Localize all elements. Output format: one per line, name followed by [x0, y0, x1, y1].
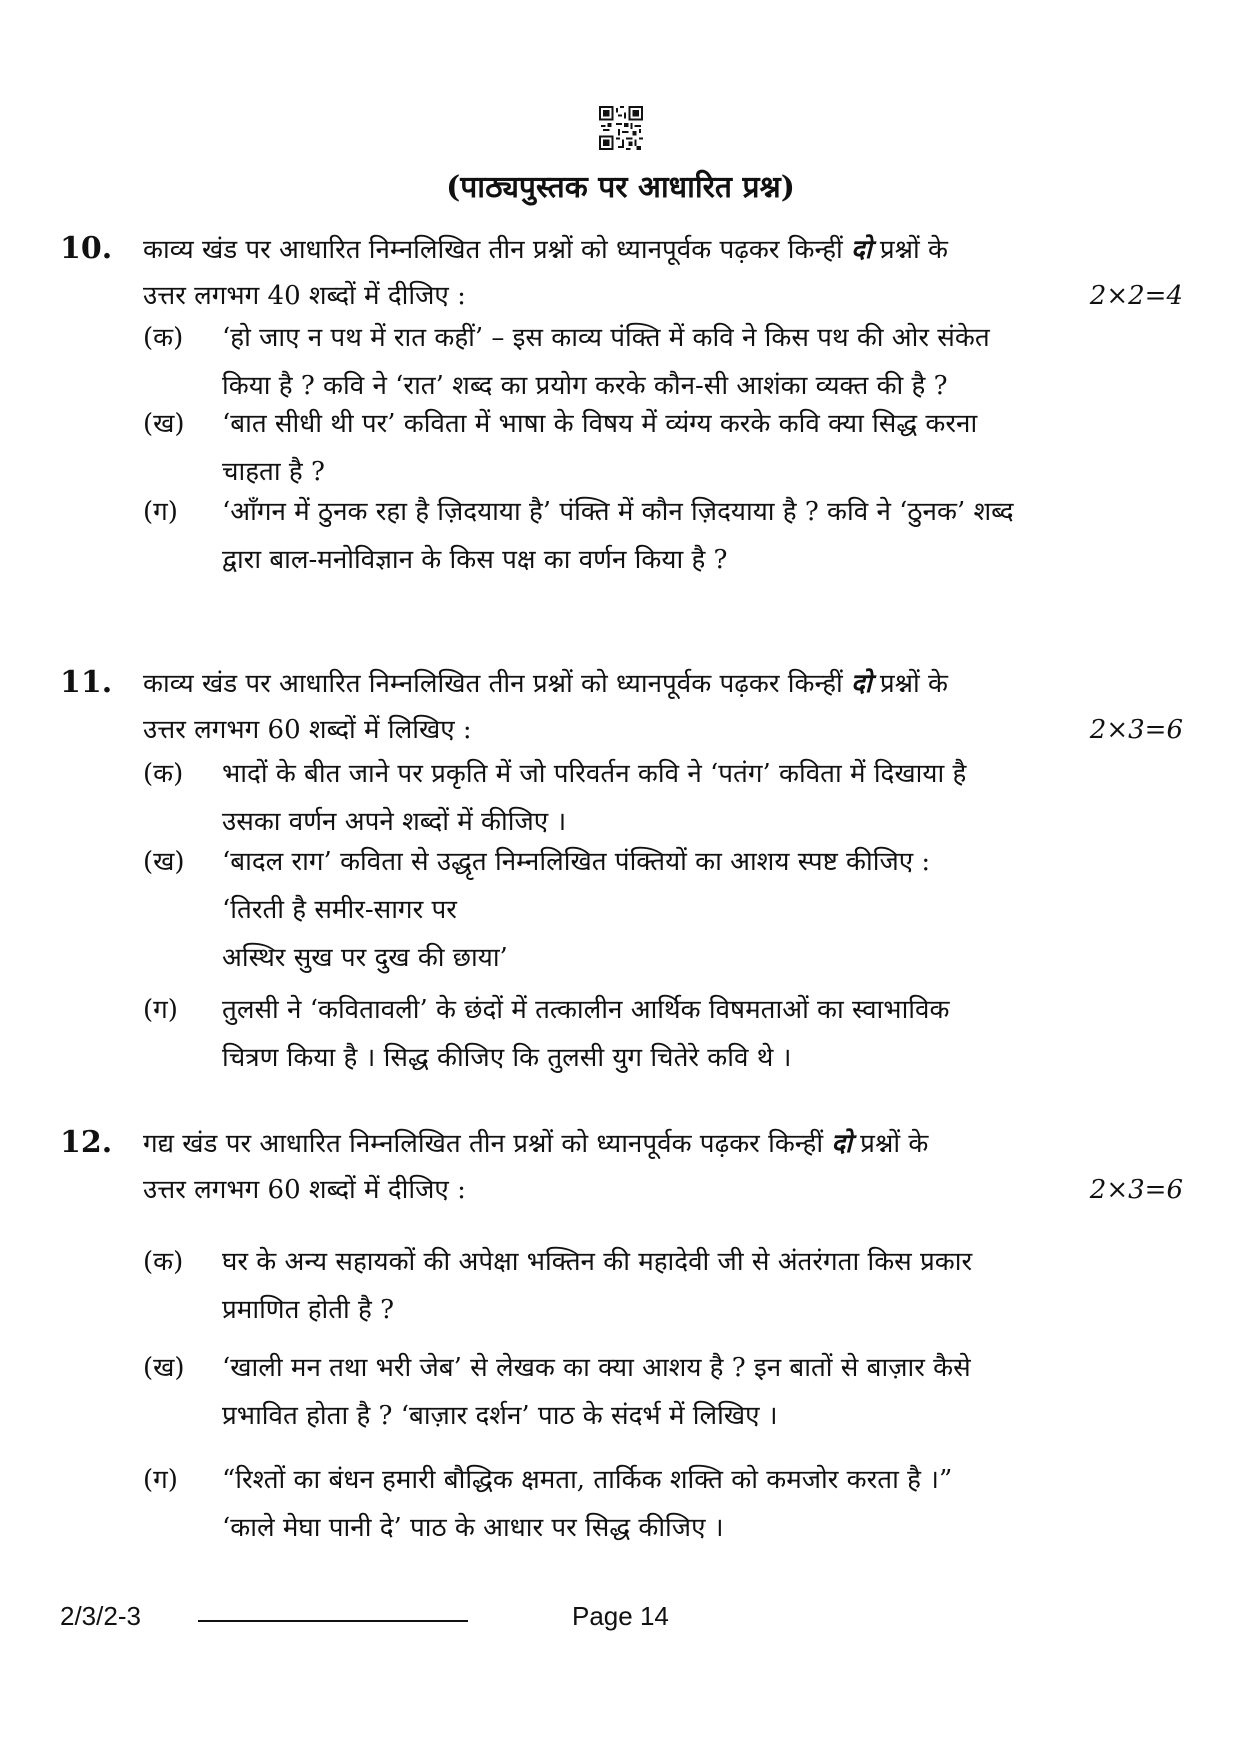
subquestion-label: (क) [143, 1247, 184, 1277]
subquestion-text: ‘खाली मन तथा भरी जेब’ से लेखक का क्या आशय है ? इन बातों से बाज़ार कैसे प्रभावित होता है ? ‘बाज़ार दर्शन’ पाठ के संदर्भ में लिखिए । [222, 1353, 971, 1431]
footer-divider [198, 1620, 468, 1622]
question-prompt-line2: उत्तर लगभग 40 शब्दों में दीजिए : [143, 281, 466, 311]
subquestion-label: (ख) [143, 409, 185, 439]
marks-allotted: 2×2=4 [1089, 281, 1183, 311]
subquestion-text: तुलसी ने ‘कवितावली’ के छंदों में तत्कालीन आर्थिक विषमताओं का स्वाभाविक चित्रण किया है । सिद्ध कीजिए कि तुलसी युग चितेरे कवि थे । [222, 995, 950, 1073]
question-prompt-line2: उत्तर लगभग 60 शब्दों में दीजिए : [143, 1175, 466, 1205]
subquestion-text: ‘हो जाए न पथ में रात कहीं’ – इस काव्य पंक्ति में कवि ने किस पथ की ओर संकेत किया है ? कवि ने ‘रात’ शब्द का प्रयोग करके कौन-सी आशंका व्यक्त की है ? [222, 323, 990, 401]
subquestion-text: ‘बात सीधी थी पर’ कविता में भाषा के विषय में व्यंग्य करके कवि क्या सिद्ध करना चाहता है ? [222, 409, 978, 487]
subquestion-text: भादों के बीत जाने पर प्रकृति में जो परिवर्तन कवि ने ‘पतंग’ कविता में दिखाया है उसका वर्णन अपने शब्दों में कीजिए । [222, 759, 967, 837]
subquestion-label: (ख) [143, 847, 185, 877]
subquestion-label: (ग) [143, 1465, 178, 1495]
question-number: 12. [60, 1125, 113, 1160]
question-prompt-line1: काव्य खंड पर आधारित निम्नलिखित तीन प्रश्नों को ध्यानपूर्वक पढ़कर किन्हीं दो प्रश्नों के [143, 235, 948, 265]
emphasis-word: दो [831, 1129, 852, 1159]
subquestion-text: ‘आँगन में ठुनक रहा है ज़िदयाया है’ पंक्ति में कौन ज़िदयाया है ? कवि ने ‘ठुनक’ शब्द द्वारा बाल-मनोविज्ञान के किस पक्ष का वर्णन किया है ? [222, 497, 1014, 575]
question-prompt-line2: उत्तर लगभग 60 शब्दों में लिखिए : [143, 715, 472, 745]
subquestion-label: (ग) [143, 497, 178, 527]
question-number: 11. [60, 665, 113, 700]
section-heading: (पाठ्यपुस्तक पर आधारित प्रश्न) [446, 170, 795, 205]
question-prompt-line1: काव्य खंड पर आधारित निम्नलिखित तीन प्रश्नों को ध्यानपूर्वक पढ़कर किन्हीं दो प्रश्नों के [143, 669, 948, 699]
subquestion-text: “रिश्तों का बंधन हमारी बौद्धिक क्षमता, तार्किक शक्ति को कमजोर करता है ।” ‘काले मेघा पानी दे’ पाठ के आधार पर सिद्ध कीजिए । [222, 1465, 953, 1543]
qr-code [599, 106, 643, 150]
subquestion-text: ‘बादल राग’ कविता से उद्धृत निम्नलिखित पंक्तियों का आशय स्पष्ट कीजिए : ‘तिरती है समीर-सागर पर अस्थिर सुख पर दुख की छाया’ [222, 847, 931, 973]
marks-allotted: 2×3=6 [1089, 715, 1183, 745]
paper-code: 2/3/2-3 [60, 1601, 141, 1631]
subquestion-label: (क) [143, 323, 184, 353]
question-number: 10. [60, 231, 113, 266]
page-number: Page 14 [572, 1601, 669, 1631]
subquestion-label: (ख) [143, 1353, 185, 1383]
question-prompt-line1: गद्य खंड पर आधारित निम्नलिखित तीन प्रश्नों को ध्यानपूर्वक पढ़कर किन्हीं दो प्रश्नों के [143, 1129, 929, 1159]
subquestion-label: (क) [143, 759, 184, 789]
marks-allotted: 2×3=6 [1089, 1175, 1183, 1205]
subquestion-label: (ग) [143, 995, 178, 1025]
subquestion-text: घर के अन्य सहायकों की अपेक्षा भक्तिन की महादेवी जी से अंतरंगता किस प्रकार प्रमाणित होती है ? [222, 1247, 973, 1325]
emphasis-word: दो [851, 235, 872, 265]
emphasis-word: दो [851, 669, 872, 699]
